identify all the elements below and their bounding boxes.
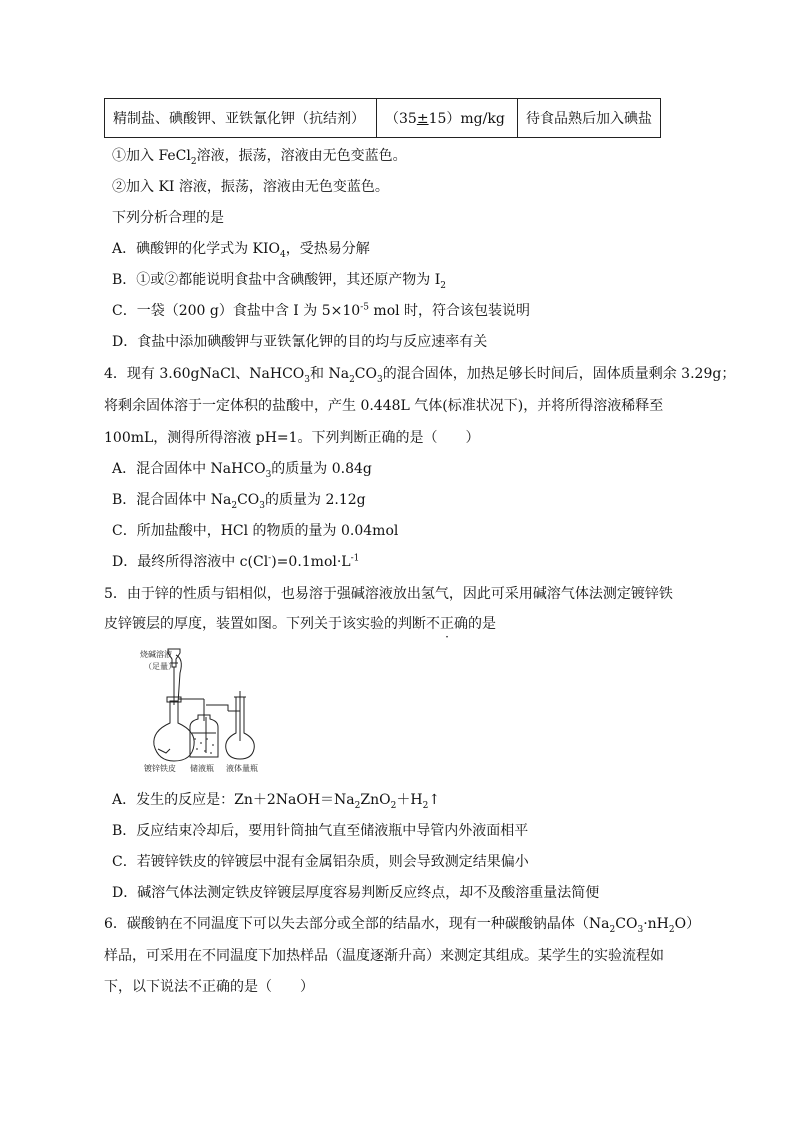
q5-option-b: B．反应结束冷却后，要用针筒抽气直至储液瓶中导管内外液面相平 — [112, 823, 529, 839]
apparatus-diagram — [140, 645, 270, 775]
apparatus-figure — [140, 645, 270, 775]
q3-option-c: C．一袋（200 g）食盐中含 I 为 $5\times 10^{-5}$ mol 时，符合该包装说明 — [112, 302, 531, 319]
q6-stem-line-3: 下，以下说法不正确的是（ ） — [104, 979, 314, 995]
label-storage-bottle: 储液瓶 — [190, 764, 214, 773]
measuring-flask-icon — [226, 691, 255, 759]
emphasis-not-correct: 不正确 — [426, 616, 468, 632]
table-cell-ingredients: 精制盐、碘酸钾、亚铁氰化钾（抗结剂） — [105, 99, 377, 138]
label-naoh-solution: 烧碱溶液 — [140, 650, 172, 659]
q5-stem-line-1: 5．由于锌的性质与铝相似，也易溶于强碱溶液放出氢气，因此可采用碱溶气体法测定镀锌铁 — [104, 586, 673, 602]
q3-stem: 下列分析合理的是 — [112, 210, 224, 226]
label-galvanized-iron: 镀锌铁皮 — [144, 764, 176, 773]
label-liquid-measure: 液体量瓶 — [226, 764, 258, 773]
q4-option-b: B．混合固体中 $Na_2CO_3$的质量为 2.12g — [112, 492, 366, 511]
table-cell-content: （35±15）mg/kg — [377, 99, 518, 138]
iodized-salt-table — [104, 98, 661, 138]
q6-stem-line-1: 6．碳酸钠在不同温度下可以失去部分或全部的结晶水，现有一种碳酸钠晶体$(Na_2CO_3\cdot nH_2O)$ — [104, 916, 701, 935]
q3-operation-1: ①加入 FeCl$_2$溶液，振荡，溶液由无色变蓝色。 — [112, 148, 407, 167]
connecting-tube — [178, 699, 204, 721]
table-cell-usage: 待食品熟后加入碘盐 — [518, 99, 661, 138]
q4-option-d: D．最终所得溶液中 $c(Cl^-)=0.1mol\cdot L^{-1}$ — [112, 553, 360, 570]
storage-bottle-icon — [190, 705, 228, 757]
label-excess: （足量） — [144, 662, 176, 671]
q3-option-d: D．食盐中添加碘酸钾与亚铁氰化钾的目的均与反应速率有关 — [112, 334, 488, 350]
q5-option-d: D．碱溶气体法测定铁皮锌镀层厚度容易判断反应终点，却不及酸溶重量法简便 — [112, 885, 600, 901]
table-row — [105, 99, 661, 138]
q6-stem-line-2: 样品，可采用在不同温度下加热样品（温度逐渐升高）来测定其组成。某学生的实验流程如 — [104, 948, 664, 964]
q4-option-a: A．混合固体中 NaHCO$_3$的质量为 0.84g — [112, 461, 372, 480]
q5-stem-line-2: 皮锌镀层的厚度，装置如图。下列关于该实验的判断不正确的是 — [104, 616, 496, 632]
q4-stem-line-2: 将剩余固体溶于一定体积的盐酸中，产生 0.448L 气体(标准状况下)，并将所得溶液稀释至 — [104, 398, 664, 414]
q3-operation-2: ②加入 KI 溶液，振荡，溶液由无色变蓝色。 — [112, 179, 389, 195]
q5-option-c: C．若镀锌铁皮的锌镀层中混有金属铝杂质，则会导致测定结果偏小 — [112, 854, 529, 870]
round-flask-icon — [154, 697, 194, 761]
q3-option-b: B．①或②都能说明食盐中含碘酸钾，其还原产物为 $I_2$ — [112, 272, 447, 291]
q4-option-c: C．所加盐酸中，HCl 的物质的量为 0.04mol — [112, 523, 399, 539]
q3-option-a: A．碘酸钾的化学式为 $KIO_4$，受热易分解 — [112, 241, 370, 260]
q4-stem-line-3: 100mL，测得所得溶液 pH=1。下列判断正确的是（ ） — [104, 430, 480, 446]
q5-option-a: A．发生的反应是：$Zn+2NaOH=Na_2ZnO_2+H_2↑$ — [112, 792, 441, 811]
q4-stem-line-1: 4．现有 3.60gNaCl、NaHCO$_3$和 $Na_2CO_3$的混合固体，加热足够长时间后，固体质量剩余 3.29g； — [104, 366, 736, 385]
